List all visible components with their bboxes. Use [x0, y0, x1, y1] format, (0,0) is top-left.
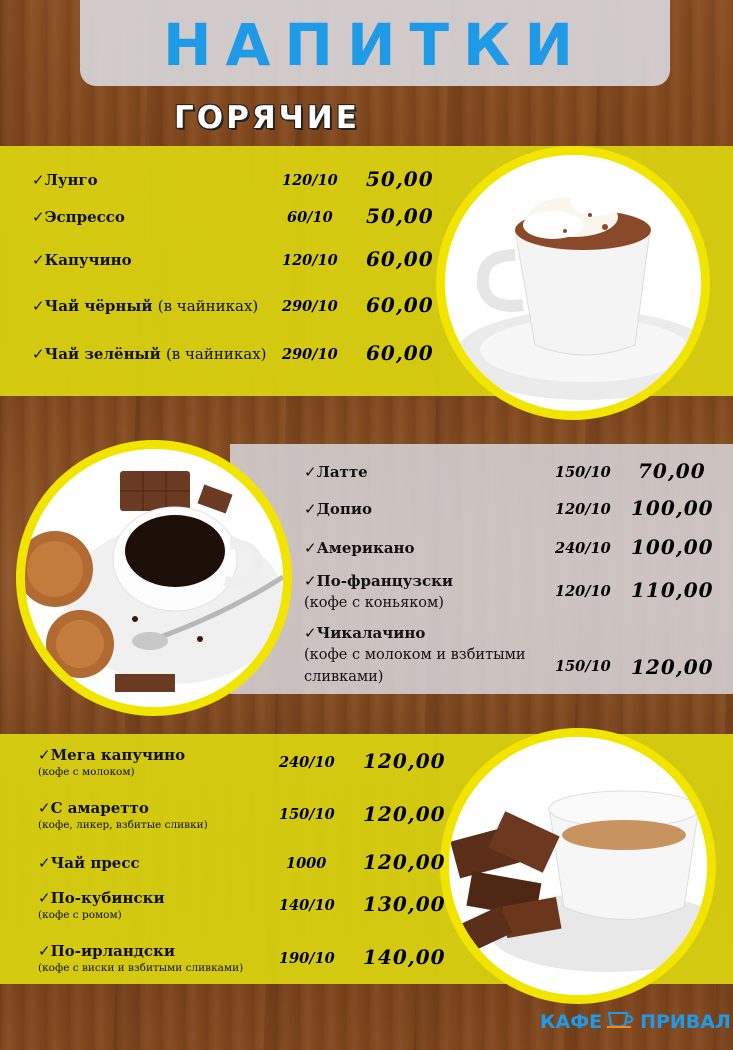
- item-price: 120,00: [363, 749, 446, 773]
- item-description: (кофе с коньяком): [304, 595, 444, 611]
- item-name: По-французски: [316, 572, 454, 590]
- check-icon: ✓: [38, 942, 51, 960]
- item-name: Капучино: [44, 251, 132, 269]
- item-volume: 290/10: [282, 298, 338, 315]
- item-volume: 120/10: [555, 583, 611, 600]
- item-price: 140,00: [363, 945, 446, 969]
- item-volume: 240/10: [555, 540, 611, 557]
- check-icon: ✓: [32, 345, 45, 363]
- item-name: Чикалачино: [316, 624, 426, 642]
- item-name: С амаретто: [50, 799, 149, 817]
- item-price: 120,00: [363, 802, 446, 826]
- item-volume: 120/10: [555, 501, 611, 518]
- cafe-logo: [540, 1008, 731, 1035]
- item-volume: 150/10: [555, 464, 611, 481]
- check-icon: ✓: [304, 539, 317, 557]
- item-name: По-ирландски: [50, 942, 175, 960]
- item-description: (кофе с молоком): [38, 766, 135, 778]
- cappuccino-cup-photo: [436, 146, 710, 420]
- item-volume: 60/10: [287, 209, 333, 226]
- item-volume: 1000: [286, 855, 327, 872]
- check-icon: ✓: [32, 297, 45, 315]
- section-subtitle: ГОРЯЧИЕ: [174, 100, 360, 136]
- item-price: 70,00: [638, 459, 706, 483]
- item-price: 60,00: [366, 293, 434, 317]
- item-price: 100,00: [631, 496, 714, 520]
- item-volume: 240/10: [279, 754, 335, 771]
- item-volume: 150/10: [555, 658, 611, 675]
- black-coffee-photo: [16, 440, 292, 716]
- item-name: Американо: [316, 539, 415, 557]
- item-volume: 120/10: [282, 172, 338, 189]
- item-name: Латте: [316, 463, 368, 481]
- check-icon: ✓: [304, 500, 317, 518]
- check-icon: ✓: [32, 251, 45, 269]
- coffee-cup-icon: [606, 1008, 636, 1035]
- item-price: 100,00: [631, 535, 714, 559]
- item-name: Допио: [316, 500, 373, 518]
- logo-right-text: ПРИВАЛ: [640, 1010, 731, 1033]
- item-volume: 150/10: [279, 806, 335, 823]
- title-bar: [80, 0, 670, 86]
- check-icon: ✓: [32, 208, 45, 226]
- item-description: (кофе с ромом): [38, 909, 122, 921]
- logo-left-text: КАФЕ: [540, 1010, 603, 1033]
- item-description-line2: сливками): [304, 669, 384, 685]
- check-icon: ✓: [32, 171, 45, 189]
- item-price: 120,00: [363, 850, 446, 874]
- item-price: 110,00: [631, 578, 714, 602]
- chocolate-coffee-photo: [440, 728, 716, 1004]
- item-name: Мега капучино: [50, 746, 186, 764]
- item-price: 50,00: [366, 204, 434, 228]
- item-name: Чай зелёный: [44, 345, 161, 363]
- item-description: (кофе с виски и взбитыми сливками): [38, 962, 244, 974]
- check-icon: ✓: [38, 854, 51, 872]
- item-price: 130,00: [363, 892, 446, 916]
- item-volume: 190/10: [279, 950, 335, 967]
- item-description-line1: (кофе с молоком и взбитыми: [304, 647, 526, 663]
- item-volume: 290/10: [282, 346, 338, 363]
- item-volume: 140/10: [279, 897, 335, 914]
- item-description: (кофе, ликер, взбитые сливки): [38, 819, 208, 831]
- item-volume: 120/10: [282, 252, 338, 269]
- check-icon: ✓: [304, 463, 317, 481]
- item-name: Лунго: [44, 171, 98, 189]
- menu-title: НАПИТКИ: [162, 11, 588, 79]
- item-price: 60,00: [366, 341, 434, 365]
- check-icon: ✓: [38, 799, 51, 817]
- item-note: (в чайниках): [157, 297, 259, 315]
- item-name: Эспрессо: [44, 208, 125, 226]
- item-name: Чай пресс: [50, 854, 140, 872]
- item-name: По-кубински: [50, 889, 165, 907]
- item-price: 120,00: [631, 655, 714, 679]
- check-icon: ✓: [304, 624, 317, 642]
- check-icon: ✓: [38, 746, 51, 764]
- item-price: 50,00: [366, 167, 434, 191]
- check-icon: ✓: [38, 889, 51, 907]
- item-name: Чай чёрный: [44, 297, 153, 315]
- check-icon: ✓: [304, 572, 317, 590]
- item-price: 60,00: [366, 247, 434, 271]
- item-note: (в чайниках): [165, 345, 267, 363]
